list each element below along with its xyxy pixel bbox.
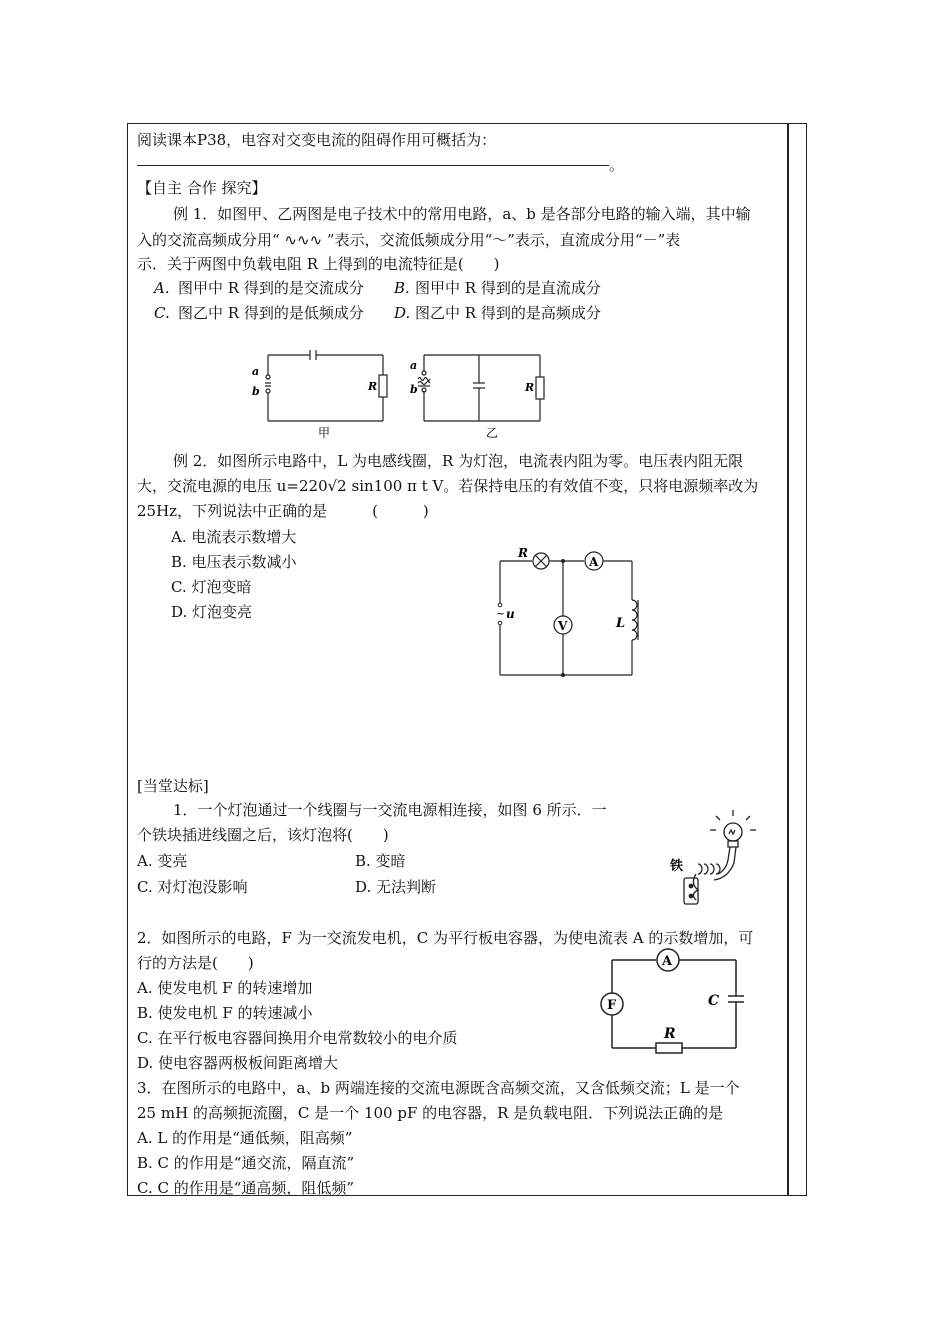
jia-caption: 甲 (318, 426, 331, 440)
ex2-line1: 例 2．如图所示电路中，L 为电感线圈，R 为灯泡，电流表内阻为零。电压表内阻无限 (173, 452, 744, 470)
ex2-line2: 大，交流电源的电压 u=220√2 sin100 π t V。若保持电压的有效值不变，只将电源频率改为 (137, 477, 759, 495)
q3-option-c: C. C 的作用是“通高频，阻低频” (137, 1179, 355, 1197)
q3-option-b: B. C 的作用是“通交流，隔直流” (137, 1154, 355, 1172)
q2-option-b: B. 使发电机 F 的转速减小 (137, 1004, 313, 1022)
ex1-option-b-letter: B. (394, 279, 410, 297)
q1-option-b: B. 变暗 (355, 852, 406, 870)
intro-end-mark: 。 (609, 156, 625, 174)
q2-ammeter-label: A (662, 954, 673, 969)
q3-option-a: A. L 的作用是“通低频，阻高频” (137, 1129, 353, 1147)
ex2-circuit-figure (494, 545, 644, 681)
q3-line1: 3．在图所示的电路中，a、b 两端连接的交流电源既含高频交流，又含低频交流；L 是一个 (137, 1079, 740, 1097)
q1-option-d: D. 无法判断 (355, 878, 437, 896)
ex2-label-u: u (506, 607, 515, 621)
ex1-line1: 例 1．如图甲、乙两图是电子技术中的常用电路，a、b 是各部分电路的输入端，其中输 (173, 205, 751, 223)
section-title: 【自主 合作 探究】 (137, 179, 267, 197)
ex2-source-tilde: ~ (496, 607, 506, 620)
q2-capacitor-label: C (708, 993, 720, 1009)
ex2-label-l: L (616, 616, 626, 631)
ex2-option-a: A. 电流表示数增大 (171, 528, 297, 546)
q2-circuit-figure (598, 948, 748, 1058)
yi-label-b: b (410, 383, 418, 396)
ex2-option-d: D. 灯泡变亮 (171, 603, 253, 621)
yi-label-r: R (525, 381, 535, 394)
q2-line1: 2．如图所示的电路，F 为一交流发电机，C 为平行板电容器，为使电流表 A 的示数增加，可 (137, 929, 754, 947)
ex1-option-c-letter: C. (154, 304, 170, 322)
q2-line2: 行的方法是( ) (137, 954, 254, 972)
ex1-option-d: 图乙中 R 得到的是高频成分 (415, 304, 601, 322)
jia-label-a: a (252, 365, 260, 378)
ex2-line3: 25Hz，下列说法中正确的是 ( ) (137, 502, 429, 520)
ex1-circuit-figure (246, 345, 550, 440)
yi-caption: 乙 (486, 426, 499, 440)
ex2-option-c: C. 灯泡变暗 (171, 578, 252, 596)
answer-blank-line (137, 165, 609, 166)
intro-prompt: 阅读课本P38，电容对交变电流的阻碍作用可概括为： (137, 131, 497, 149)
ex1-option-d-letter: D. (394, 304, 411, 322)
q2-resistor-label: R (664, 1026, 676, 1042)
ex2-ammeter-label: A (589, 555, 599, 569)
ex1-option-a-letter: A. (154, 279, 170, 297)
ex2-voltmeter-label: V (558, 619, 568, 633)
yi-label-a: a (410, 359, 418, 372)
q1-line2: 个铁块插进线圈之后，该灯泡将( ) (137, 826, 389, 844)
q1-line1: 1．一个灯泡通过一个线圈与一交流电源相连接，如图 6 所示．一 (173, 801, 607, 819)
q2-option-c: C. 在平行板电容器间换用介电常数较小的电介质 (137, 1029, 458, 1047)
ex2-option-b: B. 电压表示数减小 (171, 553, 297, 571)
q1-option-a: A. 变亮 (137, 852, 188, 870)
q1-lamp-coil-figure (670, 808, 760, 908)
ex1-option-b: 图甲中 R 得到的是直流成分 (415, 279, 601, 297)
ex1-option-a: 图甲中 R 得到的是交流成分 (178, 279, 364, 297)
practice-title: [当堂达标] (137, 777, 209, 795)
ex1-line3: 示．关于两图中负载电阻 R 上得到的电流特征是( ) (137, 255, 500, 273)
q2-generator-label: F (607, 998, 617, 1013)
ex1-line2: 入的交流高频成分用“ ∿∿∿ ”表示，交流低频成分用“～”表示，直流成分用“－”表 (137, 231, 681, 249)
q3-line2: 25 mH 的高频扼流圈，C 是一个 100 pF 的电容器，R 是负载电阻．下列说法正确的是 (137, 1104, 724, 1122)
table-column-divider (787, 123, 789, 1196)
jia-label-b: b (252, 385, 260, 398)
q1-option-c: C. 对灯泡没影响 (137, 878, 248, 896)
ex1-option-c: 图乙中 R 得到的是低频成分 (178, 304, 364, 322)
q2-option-d: D. 使电容器两极板间距离增大 (137, 1054, 339, 1072)
ex2-label-r: R (518, 546, 528, 560)
q2-option-a: A. 使发电机 F 的转速增加 (137, 979, 313, 997)
q1-iron-label: 铁 (670, 859, 684, 874)
jia-label-r: R (368, 380, 378, 393)
